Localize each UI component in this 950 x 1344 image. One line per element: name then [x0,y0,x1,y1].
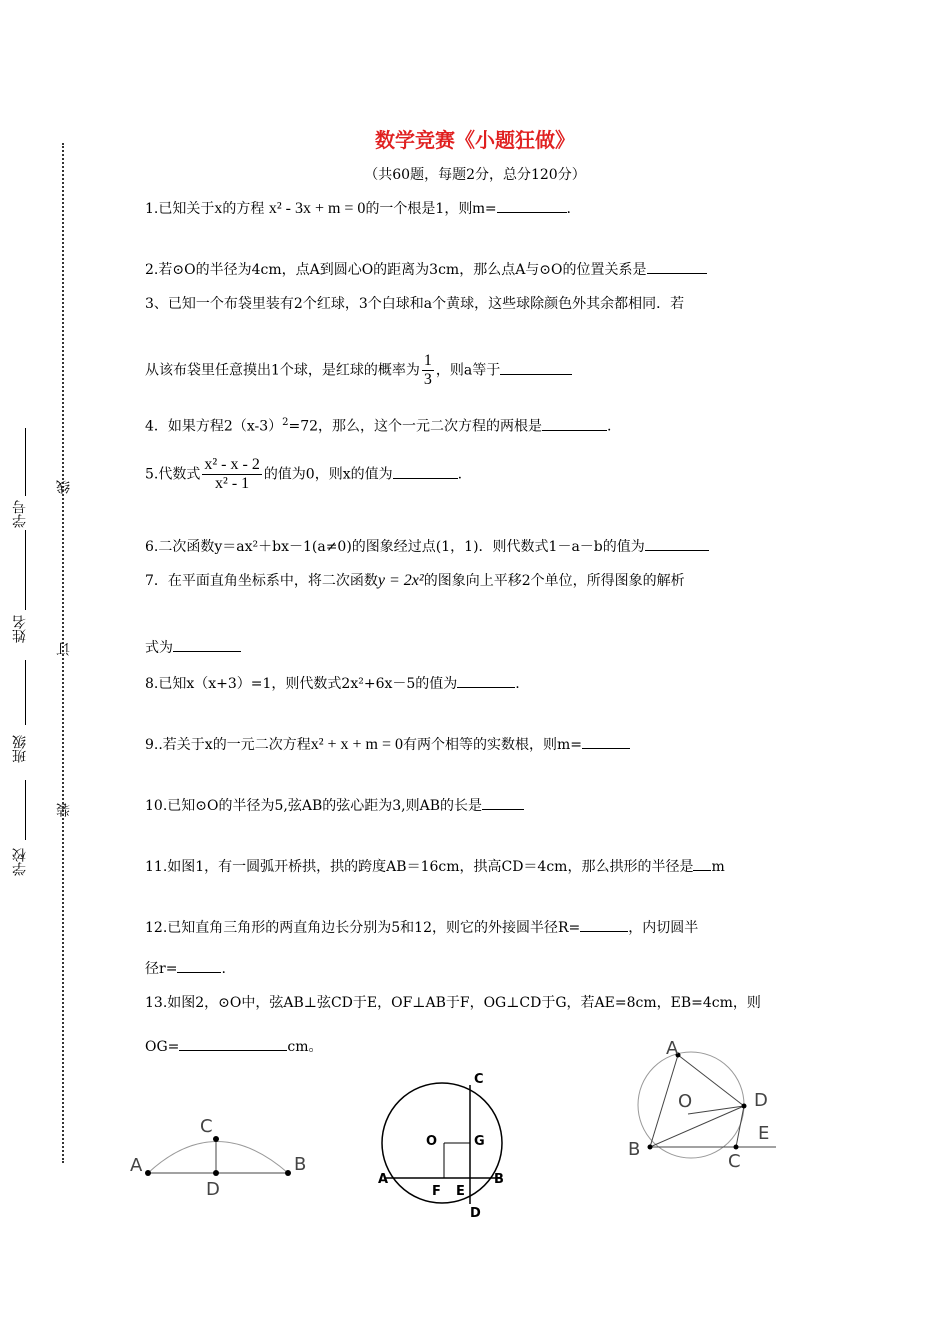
label-g: G [474,1134,485,1149]
q9-answer-blank[interactable] [582,734,630,749]
label-o: O [678,1091,693,1112]
label-a: A [666,1038,679,1059]
figure-1-arch [120,1105,320,1205]
ding-label: 订 [56,642,72,656]
label-b: B [494,1172,504,1187]
point-d [742,1104,747,1109]
page-subtitle: （共60题，每题2分，总分120分） [364,167,586,183]
q6-answer-blank[interactable] [645,536,709,551]
q8-answer-blank[interactable] [457,673,515,688]
segment-cd [736,1106,744,1147]
xian-label: 线 [56,480,72,494]
question-7-line-1: 7．在平面直角坐标系中，将二次函数y = 2x²的图象向上平移2个单位，所得图象的解析 [145,572,685,589]
label-b: B [628,1139,641,1160]
question-13-line-2: OG= cm。 [145,1036,810,1056]
question-11: 11.如图1，有一圆弧开桥拱，拱的跨度AB＝16cm，拱高CD＝4cm，那么拱形的半径是 m [145,856,810,876]
label-b: B [294,1154,307,1175]
question-10: 10.已知⊙O的半径为5,弦AB的弦心距为3,则AB的长是 [145,795,810,815]
number-label: 学号 [12,500,28,528]
q5-answer-blank[interactable] [393,464,458,479]
class-blank [25,660,26,725]
question-9: 9..若关于x的一元二次方程x² + x + m = 0有两个相等的实数根，则m= [145,734,810,754]
point-b [648,1145,653,1150]
number-blank [25,428,26,496]
figure-2-circle [370,1065,520,1225]
question-4: 4．如果方程$2(x-3)^2=72$，那么，这个一元二次方程的两根是 . [145,417,612,435]
q11-answer-blank[interactable] [693,856,711,871]
q10-answer-blank[interactable] [482,795,524,810]
q3-answer-blank[interactable] [500,360,572,375]
question-5: 5.代数式 $\frac{\text{x² - x - 2}}{\text{x² - 1}}$ 的值为0，则x的值为 . [145,456,463,492]
q5-fraction: $\frac{\text{x² - x - 2}}{\text{x² - 1}}$ [204,456,260,492]
label-e: E [758,1123,770,1144]
point-c [734,1145,739,1150]
point-d [213,1170,219,1176]
arch-curve [148,1142,288,1174]
q3-fraction: $\frac{1}{3}$ [423,352,432,388]
q1-equation: x² - 3x + m = 0 [268,200,366,217]
question-3-line-2: 从该布袋里任意摸出1个球，是红球的概率为 $\frac{1}{3}$ ，则a等于 [145,352,810,389]
point-c [213,1136,219,1142]
q13-answer-blank[interactable] [179,1036,287,1051]
class-label: 班级 [12,735,28,763]
zhuang-label: 装 [56,803,72,817]
label-a: A [130,1155,143,1176]
q2-answer-blank[interactable] [647,259,707,274]
label-e: E [456,1184,465,1199]
question-13-line-1: 13.如图2，⊙O中，弦AB⊥弦CD于E，OF⊥AB于F，OG⊥CD于G，若AE=8cm，EB=4cm，则 [145,995,761,1011]
question-8: 8.已知x（x+3）=1，则代数式2x²+6x－5的值为 . [145,673,810,693]
q1-answer-blank[interactable] [497,198,567,213]
label-o: O [426,1134,438,1149]
label-c: C [728,1151,741,1172]
label-a: A [378,1172,389,1187]
q12-inner-r-blank[interactable] [177,958,221,973]
name-blank [25,530,26,610]
segment-ab [650,1055,678,1147]
label-d: D [754,1090,768,1111]
q7-answer-blank[interactable] [173,637,241,652]
q12-r-blank[interactable] [580,917,628,932]
point-b [285,1170,291,1176]
label-c: C [200,1116,213,1137]
q4-answer-blank[interactable] [542,416,607,431]
school-blank [25,780,26,840]
label-d: D [206,1179,220,1200]
label-d: D [470,1206,481,1221]
label-f: F [432,1184,441,1199]
name-label: 姓名 [12,615,28,643]
question-7-line-2: 式为 [145,637,810,657]
point-a [145,1170,151,1176]
figure-3-circle [620,1035,790,1175]
question-1: 1.已知关于x的方程 x² - 3x + m = 0的一个根是1，则m= . [145,200,571,217]
q7-equation: y = 2x² [377,572,424,589]
question-6: 6.二次函数y＝ax²＋bx－1(a≠0)的图象经过点(1，1)．则代数式1－a－b的值为 [145,536,810,556]
question-3-line-1: 3、已知一个布袋里装有2个红球，3个白球和a个黄球，这些球除颜色外其余都相同．若 [145,296,685,312]
page-title: 数学竞赛《小题狂做》 [375,128,575,152]
question-2: 2.若⊙O的半径为4cm，点A到圆心O的距离为3cm，那么点A与⊙O的位置关系是 [145,259,810,279]
question-12-line-1: 12.已知直角三角形的两直角边长分别为5和12，则它的外接圆半径R= ，内切圆半 [145,917,810,937]
school-label: 学校 [12,848,28,876]
q9-equation: x² + x + m = 0 [310,736,404,753]
question-12-line-2: 径r= . [145,958,810,978]
label-c: C [474,1072,484,1087]
